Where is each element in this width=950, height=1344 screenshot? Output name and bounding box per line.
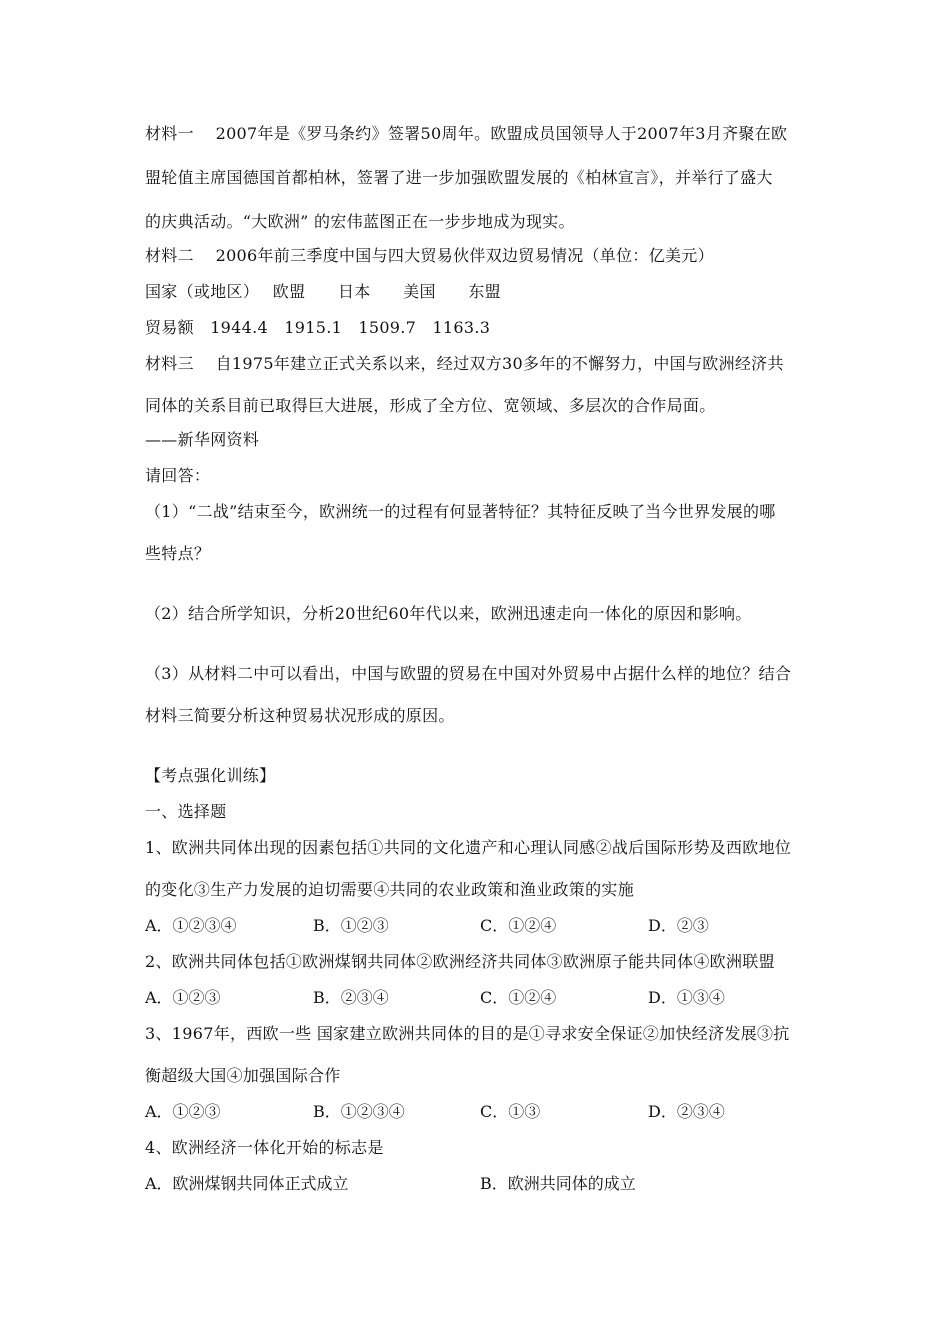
mc-question-3-option-c: C．①③ bbox=[480, 1102, 541, 1121]
mc-question-3-option-a: A．①②③ bbox=[145, 1102, 221, 1121]
question-3-line-1: （3）从材料二中可以看出，中国与欧盟的贸易在中国对外贸易中占据什么样的地位？结合 bbox=[145, 664, 792, 683]
material-three-line-2: 同体的关系目前已取得巨大进展，形成了全方位、宽领域、多层次的合作局面。 bbox=[145, 396, 716, 415]
material-one-line-3: 的庆典活动。“大欧洲” 的宏伟蓝图正在一步步地成为现实。 bbox=[145, 212, 575, 231]
mc-question-2-option-c: C．①②④ bbox=[480, 988, 557, 1007]
question-1-line-2: 些特点？ bbox=[145, 544, 211, 563]
mc-question-1-option-a: A．①②③④ bbox=[145, 916, 237, 935]
answer-prompt: 请回答： bbox=[145, 466, 211, 485]
question-3-line-2: 材料三简要分析这种贸易状况形成的原因。 bbox=[145, 706, 455, 725]
material-three-line-1: 材料三 自1975年建立正式关系以来，经过双方30多年的不懈努力，中国与欧洲经济共 bbox=[145, 354, 784, 373]
mc-question-1-stem-line-2: 的变化③生产力发展的迫切需要④共同的农业政策和渔业政策的实施 bbox=[145, 880, 635, 899]
mc-question-3-option-b: B．①②③④ bbox=[313, 1102, 405, 1121]
material-three-source: ——新华网资料 bbox=[145, 430, 260, 449]
mc-question-4-stem: 4、欧洲经济一体化开始的标志是 bbox=[145, 1138, 384, 1157]
mc-question-3-option-d: D．②③④ bbox=[648, 1102, 725, 1121]
mc-question-2-option-d: D．①③④ bbox=[648, 988, 725, 1007]
mc-question-1-option-c: C．①②④ bbox=[480, 916, 557, 935]
mc-question-2-option-b: B．②③④ bbox=[313, 988, 389, 1007]
material-one-line-1: 材料一 2007年是《罗马条约》签署50周年。欧盟成员国领导人于2007年3月齐聚在欧 bbox=[145, 124, 788, 143]
mc-question-2-stem: 2、欧洲共同体包括①欧洲煤钢共同体②欧洲经济共同体③欧洲原子能共同体④欧洲联盟 bbox=[145, 952, 775, 971]
mc-question-1-stem-line-1: 1、欧洲共同体出现的因素包括①共同的文化遗产和心理认同感②战后国际形势及西欧地位 bbox=[145, 838, 792, 857]
part-heading: 一、选择题 bbox=[145, 802, 227, 821]
question-2: （2）结合所学知识，分析20世纪60年代以来，欧洲迅速走向一体化的原因和影响。 bbox=[145, 604, 752, 623]
question-1-line-1: （1）“二战”结束至今，欧洲统一的过程有何显著特征？其特征反映了当今世界发展的哪 bbox=[145, 502, 776, 521]
section-heading: 【考点强化训练】 bbox=[145, 766, 276, 785]
mc-question-1-option-d: D．②③ bbox=[648, 916, 709, 935]
mc-question-1-option-b: B．①②③ bbox=[313, 916, 389, 935]
trade-table-value-row: 贸易额 1944.4 1915.1 1509.7 1163.3 bbox=[145, 318, 491, 337]
mc-question-2-option-a: A．①②③ bbox=[145, 988, 221, 1007]
trade-table-header-row: 国家（或地区） 欧盟 日本 美国 东盟 bbox=[145, 282, 501, 301]
material-one-line-2: 盟轮值主席国德国首都柏林，签署了进一步加强欧盟发展的《柏林宣言》，并举行了盛大 bbox=[145, 168, 773, 187]
mc-question-3-stem-line-2: 衡超级大国④加强国际合作 bbox=[145, 1066, 341, 1085]
mc-question-4-option-b: B．欧洲共同体的成立 bbox=[480, 1174, 636, 1193]
mc-question-3-stem-line-1: 3、1967年，西欧一些 国家建立欧洲共同体的目的是①寻求安全保证②加快经济发展③抗 bbox=[145, 1024, 790, 1043]
material-two-title: 材料二 2006年前三季度中国与四大贸易伙伴双边贸易情况（单位：亿美元） bbox=[145, 246, 714, 265]
mc-question-4-option-a: A．欧洲煤钢共同体正式成立 bbox=[145, 1174, 349, 1193]
